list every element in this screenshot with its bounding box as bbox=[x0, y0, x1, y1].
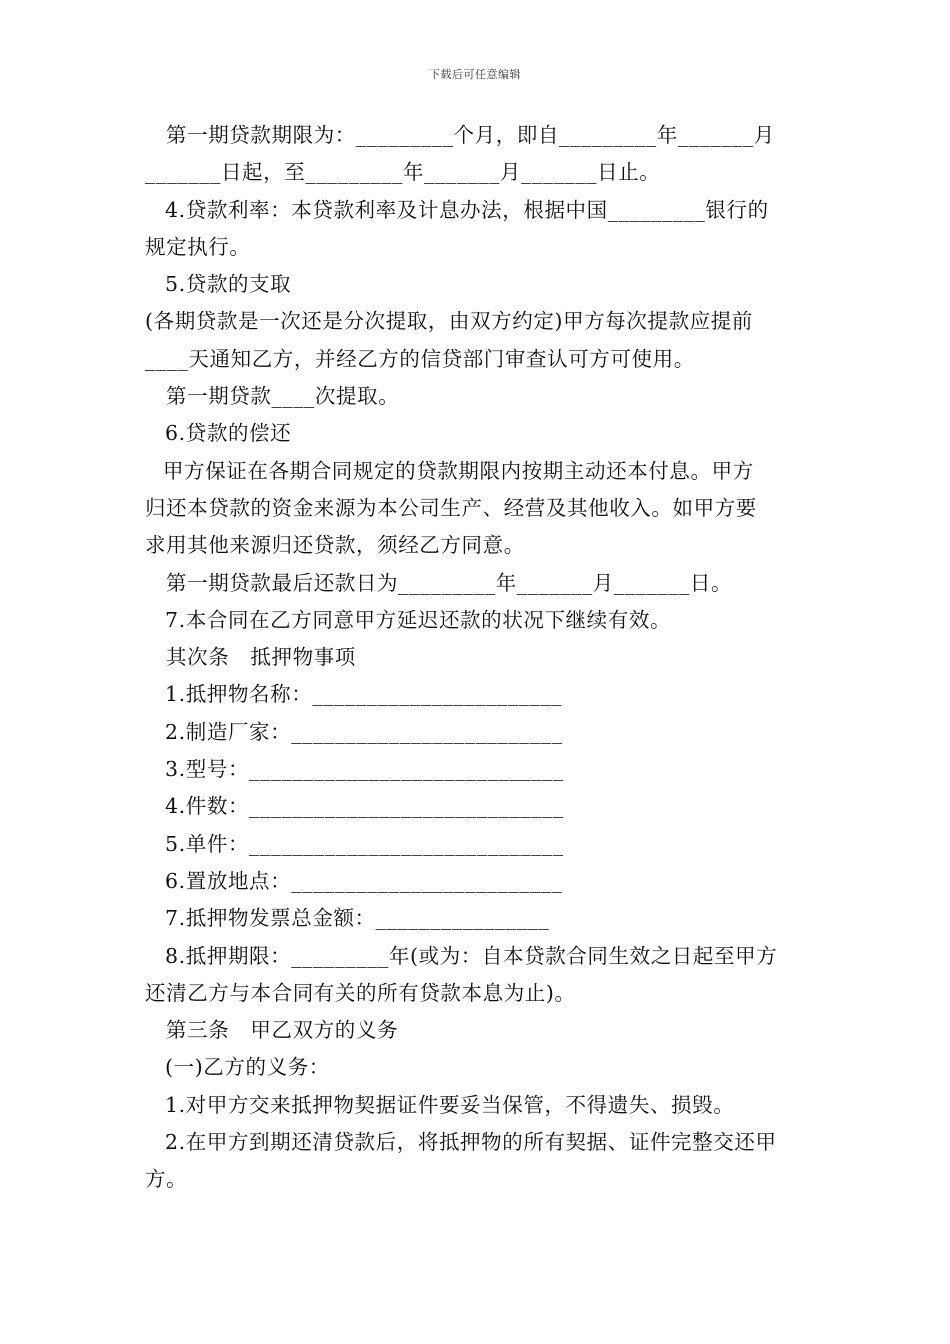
paragraph-obligation-2-line2: 方。 bbox=[145, 1167, 188, 1192]
paragraph-first-withdrawal: 第一期贷款____次提取。 bbox=[166, 384, 400, 409]
paragraph-mortgage-term-line2: 还清乙方与本合同有关的所有贷款本息为止)。 bbox=[145, 980, 576, 1005]
paragraph-repayment-line1: 甲方保证在各期合同规定的贷款期限内按期主动还本付息。甲方 bbox=[163, 458, 754, 483]
paragraph-withdrawal-line2: ____天通知乙方，并经乙方的信贷部门审查认可方可使用。 bbox=[145, 346, 695, 371]
paragraph-loan-term-line2: _______日起，至_________年_______月_______日止。 bbox=[145, 160, 661, 185]
field-model: 3.型号：_____________________________ bbox=[165, 757, 564, 782]
field-manufacturer: 2.制造厂家：_________________________ bbox=[165, 719, 563, 744]
paragraph-extension-validity: 7.本合同在乙方同意甲方延迟还款的状况下继续有效。 bbox=[165, 607, 672, 632]
field-collateral-name: 1.抵押物名称：_______________________ bbox=[165, 682, 562, 707]
field-invoice-amount: 7.抵押物发票总金额：________________ bbox=[165, 906, 550, 931]
field-quantity: 4.件数：_____________________________ bbox=[165, 794, 564, 819]
paragraph-repayment-line3: 求用其他来源归还贷款，须经乙方同意。 bbox=[145, 533, 525, 558]
contract-body bbox=[145, 117, 807, 1199]
article-heading-collateral: 其次条 抵押物事项 bbox=[166, 645, 356, 670]
paragraph-obligation-1: 1.对甲方交来抵押物契据证件要妥当保管，不得遗失、损毁。 bbox=[165, 1092, 735, 1117]
subheading-party-b-obligations: (一)乙方的义务： bbox=[165, 1055, 330, 1080]
field-unit: 5.单件：_____________________________ bbox=[165, 831, 564, 856]
field-location: 6.置放地点：_________________________ bbox=[165, 868, 563, 893]
paragraph-withdrawal-line1: (各期贷款是一次还是分次提取，由双方约定)甲方每次提款应提前 bbox=[145, 309, 753, 334]
page-header-note: 下载后可任意编辑 bbox=[429, 68, 521, 81]
section-heading-withdrawal: 5.贷款的支取 bbox=[165, 272, 292, 297]
paragraph-repayment-line2: 归还本贷款的资金来源为本公司生产、经营及其他收入。如甲方要 bbox=[145, 495, 757, 520]
paragraph-interest-rate-line1: 4.贷款利率：本贷款利率及计息办法，根据中国_________银行的 bbox=[165, 197, 769, 222]
paragraph-mortgage-term-line1: 8.抵押期限：_________年(或为：自本贷款合同生效之日起至甲方 bbox=[165, 943, 778, 968]
paragraph-interest-rate-line2: 规定执行。 bbox=[145, 234, 251, 259]
paragraph-loan-term-line1: 第一期贷款期限为：_________个月，即自_________年_______月 bbox=[166, 123, 775, 147]
paragraph-obligation-2-line1: 2.在甲方到期还清贷款后，将抵押物的所有契据、证件完整交还甲 bbox=[165, 1130, 777, 1155]
article-heading-obligations: 第三条 甲乙双方的义务 bbox=[166, 1018, 399, 1043]
paragraph-last-repayment-date: 第一期贷款最后还款日为_________年_______月_______日。 bbox=[166, 570, 733, 595]
section-heading-repayment: 6.贷款的偿还 bbox=[165, 421, 292, 446]
